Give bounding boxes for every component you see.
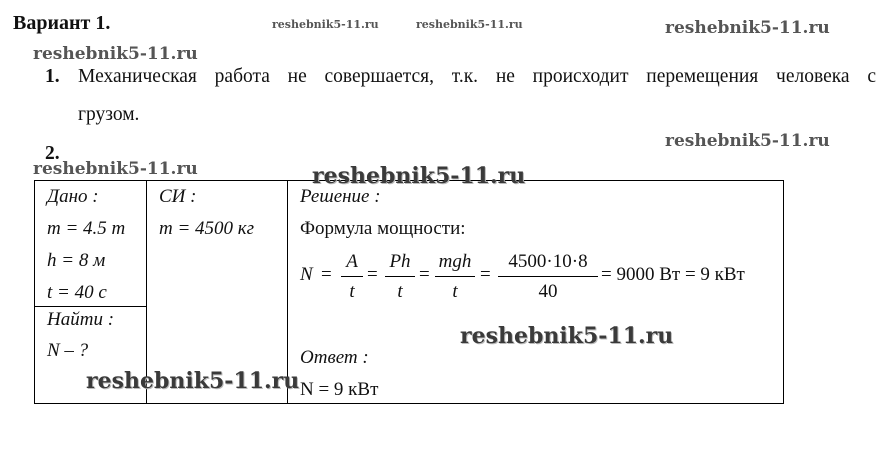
watermark: reshebnik5-11.ru [665,131,830,151]
fraction-denominator: t [397,281,403,302]
find-value: N – ? [47,340,89,361]
formula-fraction [385,251,415,303]
fraction-numerator: 4500·10·8 [508,251,588,272]
watermark: reshebnik5-11.ru [272,18,379,31]
formula-result: = 9000 Вт = 9 кВт [601,264,745,285]
problem-number: 1. [45,66,60,87]
given-value: m = 4.5 т [47,218,126,239]
fraction-numerator: mgh [438,251,472,272]
si-value: m = 4500 кг [159,218,255,239]
formula-fraction [341,251,363,303]
formula-fraction [498,251,598,303]
fraction-bar [341,276,363,277]
watermark: reshebnik5-11.ru [665,18,830,38]
answer-label: Ответ : [300,347,369,368]
fraction-numerator: Ph [389,251,411,272]
watermark: reshebnik5-11.ru [33,44,198,64]
fraction-denominator: 40 [538,281,558,302]
solution-label: Решение : [300,186,381,207]
formula-lhs: N [300,264,313,285]
watermark: reshebnik5-11.ru [33,159,198,179]
watermark: reshebnik5-11.ru [460,323,674,349]
formula-equals: = [419,264,430,285]
fraction-bar [498,276,598,277]
watermark: reshebnik5-11.ru [312,163,526,189]
fraction-numerator: A [346,251,358,272]
problem-text: Механическая работа не совершается, т.к. не происходит перемещения человека с [78,66,876,87]
table-divider [35,306,147,307]
formula-fraction [435,251,475,303]
fraction-denominator: t [349,281,355,302]
problem-number: 2. [45,143,60,164]
formula-equals: = [321,264,332,285]
answer-value: N = 9 кВт [300,379,379,400]
fraction-bar [435,276,475,277]
fraction-denominator: t [452,281,458,302]
given-label: Дано : [47,186,99,207]
variant-title: Вариант 1. [13,12,111,34]
formula-label: Формула мощности: [300,218,466,239]
formula-equals: = [480,264,491,285]
watermark: reshebnik5-11.ru [86,368,300,394]
given-value: t = 40 с [47,282,107,303]
watermark: reshebnik5-11.ru [416,18,523,31]
find-label: Найти : [47,309,115,330]
fraction-bar [385,276,415,277]
given-value: h = 8 м [47,250,106,271]
si-label: СИ : [159,186,197,207]
formula-equals: = [367,264,378,285]
problem-text: грузом. [78,104,140,125]
